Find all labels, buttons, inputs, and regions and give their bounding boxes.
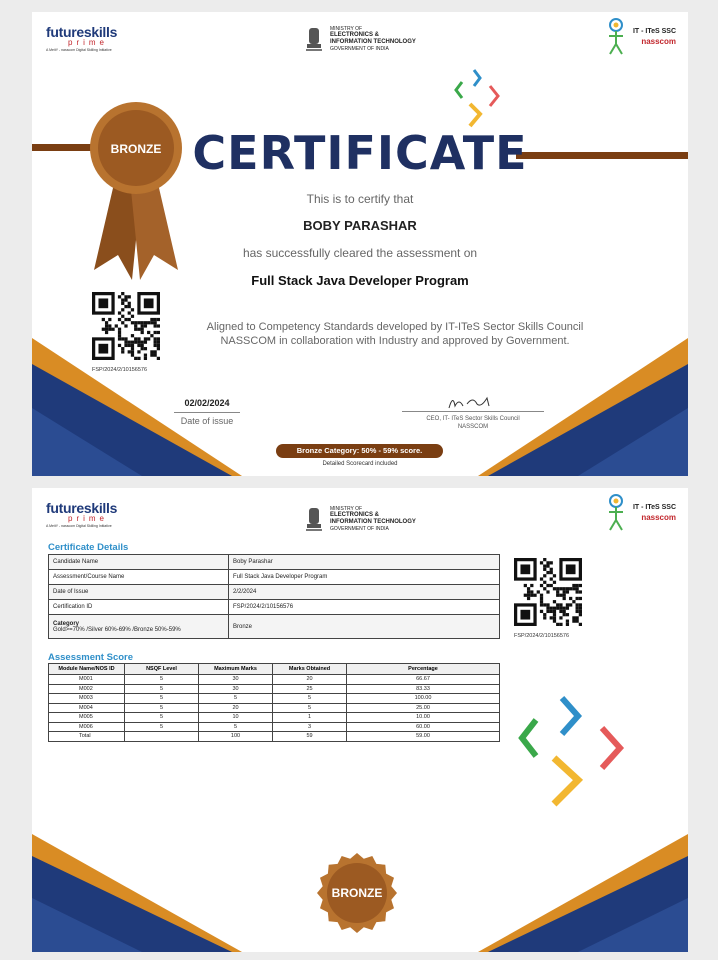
- score-header: Module Name/NOS ID: [49, 664, 125, 675]
- details-row-category: [49, 615, 500, 639]
- ssc-logo-2: [605, 494, 676, 532]
- futureskills-logo: [46, 24, 136, 52]
- score-cell: M006: [49, 722, 125, 732]
- ministry-line2: ELECTRONICS &: [330, 32, 380, 38]
- details-row: [49, 600, 500, 615]
- score-cell: 3: [273, 722, 347, 732]
- program-name: Full Stack Java Developer Program: [251, 273, 469, 288]
- score-row: [49, 703, 500, 713]
- score-header: Maximum Marks: [199, 664, 273, 675]
- score-cell: 59.00: [347, 732, 500, 742]
- brand-sub-2: prime: [68, 514, 109, 523]
- score-cell: 5: [125, 703, 199, 713]
- chevron-arrows-icon: [454, 68, 504, 130]
- score-header-row: [49, 664, 500, 675]
- score-cell: 5: [125, 684, 199, 694]
- ministry-line3: INFORMATION TECHNOLOGY: [330, 39, 416, 45]
- score-row: [49, 713, 500, 723]
- score-row: [49, 675, 500, 685]
- ssc-figure-icon: [605, 494, 627, 532]
- cleared-text: has successfully cleared the assessment on: [242, 246, 478, 260]
- aligned-line1: Aligned to Competency Standards developed by IT-ITeS Sector Skills Council: [206, 321, 584, 333]
- score-cell: 30: [199, 684, 273, 694]
- qr-code-id: FSP/2024/2/10156576: [92, 367, 148, 373]
- score-row: [49, 694, 500, 704]
- score-header: NSQF Level: [125, 664, 199, 675]
- score-cell: 30: [199, 675, 273, 685]
- score-table: [48, 663, 500, 742]
- certificate-page: [32, 12, 688, 476]
- score-cell: 5: [125, 713, 199, 723]
- score-cell: 5: [273, 703, 347, 713]
- issue-date: 02/02/2024: [174, 398, 240, 413]
- score-cell: 25: [273, 684, 347, 694]
- score-cell: M005: [49, 713, 125, 723]
- qr-code-id-2: FSP/2024/2/10156576: [514, 633, 570, 639]
- futureskills-logo-2: [46, 500, 136, 528]
- score-cell: [125, 732, 199, 742]
- category-pill: Bronze Category: 50% - 59% score.: [276, 444, 443, 458]
- score-header: Marks Obtained: [273, 664, 347, 675]
- national-emblem-icon: [304, 506, 324, 536]
- score-row: [49, 722, 500, 732]
- category-label: Category: [53, 620, 80, 627]
- signer-org: NASSCOM: [457, 424, 489, 430]
- score-cell: 83.33: [347, 684, 500, 694]
- national-emblem-icon: [304, 26, 324, 56]
- score-cell: 5: [125, 675, 199, 685]
- issue-date-block: [174, 398, 240, 426]
- signature-icon: [443, 392, 503, 412]
- scorecard-note: Detailed Scorecard included: [322, 461, 398, 467]
- score-cell: M004: [49, 703, 125, 713]
- score-cell: M001: [49, 675, 125, 685]
- seal-label: BRONZE: [331, 886, 383, 900]
- details-label: Date of Issue: [49, 585, 229, 600]
- score-cell: 100.00: [347, 694, 500, 704]
- signature-block: [402, 392, 544, 431]
- ministry-line4: GOVERNMENT OF INDIA: [330, 46, 389, 52]
- score-cell: Total: [49, 732, 125, 742]
- score-cell: 5: [199, 694, 273, 704]
- score-cell: 10: [199, 713, 273, 723]
- details-row: [49, 555, 500, 570]
- details-table: [48, 554, 500, 639]
- details-value: 2/2/2024: [229, 585, 500, 600]
- signature-line: [402, 392, 544, 412]
- score-cell: 66.67: [347, 675, 500, 685]
- qr-block-2: [514, 558, 582, 639]
- signer-title: CEO, IT- ITeS Sector Skills Council: [426, 416, 520, 422]
- score-cell: M002: [49, 684, 125, 694]
- score-cell: 20: [273, 675, 347, 685]
- score-cell: 25.00: [347, 703, 500, 713]
- details-section-title: Certificate Details: [48, 542, 129, 553]
- score-cell: M003: [49, 694, 125, 704]
- details-label: Certification ID: [49, 600, 229, 615]
- qr-code-icon: [514, 558, 582, 626]
- brand-sub: prime: [68, 38, 109, 47]
- score-cell: 60.00: [347, 722, 500, 732]
- brand-main-2: futureskills: [46, 500, 118, 516]
- score-cell: 5: [125, 694, 199, 704]
- issue-date-label: Date of issue: [180, 416, 234, 426]
- details-label: Candidate Name: [49, 555, 229, 570]
- ssc-org: nasscom: [641, 37, 676, 46]
- category-scale: Gold>=70% /Silver 60%-69% /Bronze 50%-59%: [53, 626, 181, 633]
- bronze-badge: [76, 90, 196, 290]
- chevron-arrows-icon: [516, 694, 632, 812]
- ministry-line2-2: ELECTRONICS &: [330, 512, 380, 518]
- scorecard-page: [32, 488, 688, 952]
- brand-tagline-2: A MeitY - nasscom Digital Skilling Initiative: [46, 524, 112, 528]
- ministry-line1: MINISTRY OF: [330, 26, 363, 32]
- score-cell: 1: [273, 713, 347, 723]
- details-row: [49, 585, 500, 600]
- certify-text: This is to certify that: [306, 192, 414, 206]
- score-cell: 10.00: [347, 713, 500, 723]
- score-row: [49, 732, 500, 742]
- score-row: [49, 684, 500, 694]
- details-label: Assessment/Course Name: [49, 570, 229, 585]
- ssc-name-2: IT - ITeS SSC: [632, 504, 676, 511]
- brand-main: futureskills: [46, 24, 118, 40]
- certificate-title-text: CERTIFICATE: [192, 126, 528, 180]
- aligned-line2: NASSCOM in collaboration with Industry and approved by Government.: [220, 335, 570, 347]
- ministry-logo: [304, 26, 416, 56]
- ministry-logo-2: [304, 506, 416, 536]
- details-value: FSP/2024/2/10156576: [229, 600, 500, 615]
- score-cell: 100: [199, 732, 273, 742]
- details-value: Full Stack Java Developer Program: [229, 570, 500, 585]
- details-row: [49, 570, 500, 585]
- score-cell: 20: [199, 703, 273, 713]
- ministry-line4-2: GOVERNMENT OF INDIA: [330, 526, 389, 532]
- brand-tagline: A MeitY - nasscom Digital Skilling Initiative: [46, 48, 112, 52]
- score-cell: 5: [125, 722, 199, 732]
- score-cell: 5: [199, 722, 273, 732]
- details-value: Boby Parashar: [229, 555, 500, 570]
- score-cell: 5: [273, 694, 347, 704]
- candidate-name: BOBY PARASHAR: [303, 218, 417, 233]
- ssc-figure-icon: [605, 18, 627, 56]
- badge-label: BRONZE: [110, 142, 162, 156]
- ssc-logo: [605, 18, 676, 56]
- score-cell: 59: [273, 732, 347, 742]
- score-header: Percentage: [347, 664, 500, 675]
- ministry-line3-2: INFORMATION TECHNOLOGY: [330, 519, 416, 525]
- category-label-cell: [49, 615, 229, 639]
- ssc-name: IT - ITeS SSC: [632, 28, 676, 35]
- score-section-title: Assessment Score: [48, 652, 134, 663]
- category-value: Bronze: [229, 615, 500, 639]
- certificate-title: [32, 126, 688, 180]
- ministry-line1-2: MINISTRY OF: [330, 506, 363, 512]
- ssc-org-2: nasscom: [641, 513, 676, 522]
